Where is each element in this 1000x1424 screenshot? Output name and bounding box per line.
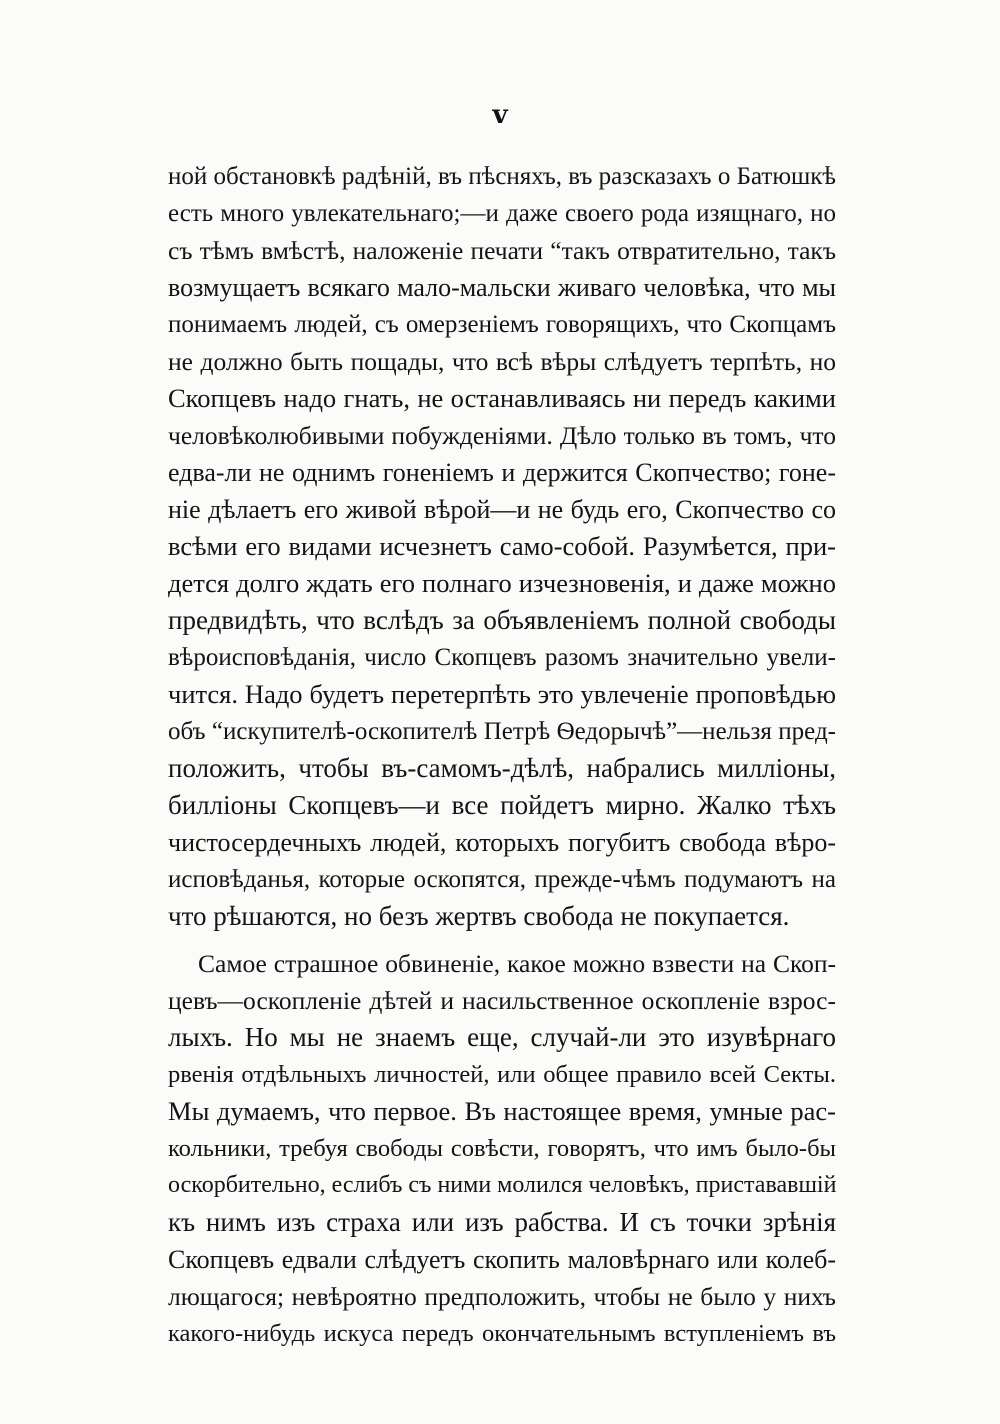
- text-line: Скопцевъ надо гнать, не останавливаясь ни передъ какими: [168, 383, 836, 413]
- text-line: лыхъ. Но мы не знаемъ еще, случай-ли это изувѣрнаго: [168, 1022, 836, 1052]
- text-line: рвенія отдѣльныхъ личностей, или общее правило всей Секты.: [168, 1061, 836, 1088]
- text-line: чится. Надо будетъ перетерпѣть это увлеченіе проповѣдью: [168, 679, 836, 709]
- text-line: ной обстановкѣ радѣній, въ пѣсняхъ, въ разсказахъ о Батюшкѣ: [168, 163, 836, 190]
- text-line: оскорбительно, еслибъ съ ними молился человѣкъ, пристававшій: [168, 1172, 836, 1198]
- paragraph-2: [168, 945, 836, 1352]
- text-line: съ тѣмъ вмѣстѣ, наложеніе печати “такъ отвратительно, такъ: [168, 236, 836, 265]
- paragraph-1: [168, 158, 836, 935]
- text-line: понимаемъ людей, съ омерзеніемъ говорящихъ, что Скопцамъ: [168, 311, 836, 338]
- text-line: едва-ли не однимъ гоненіемъ и держится Скопчество; гоне-: [168, 458, 836, 487]
- text-line: положить, чтобы въ-самомъ-дѣлѣ, набрались милліоны,: [168, 753, 836, 783]
- text-line: исповѣданья, которые оскопятся, прежде-чѣмъ подумаютъ на: [168, 866, 836, 893]
- text-line: кольники, требуя свободы совѣсти, говорятъ, что имъ было-бы: [168, 1135, 836, 1162]
- text-line: ніе дѣлаетъ его живой вѣрой—и не будь его, Скопчество со: [168, 495, 836, 524]
- text-line: къ нимъ изъ страха или изъ рабства. И съ точки зрѣнія: [168, 1207, 836, 1237]
- text-line: какого-нибудь искуса передъ окончательнымъ вступленіемъ въ: [168, 1320, 836, 1347]
- text-line: есть много увлекательнаго;—и даже своего рода изящнаго, но: [168, 200, 836, 227]
- text-line: человѣколюбивыми побужденіями. Дѣло только въ томъ, что: [168, 421, 836, 450]
- text-line: вѣроисповѣданія, число Скопцевъ разомъ значительно увели-: [168, 644, 836, 671]
- page-number: v: [492, 100, 508, 130]
- text-line: чистосердечныхъ людей, которыхъ погубитъ свобода вѣро-: [168, 828, 836, 857]
- text-line: лющагося; невѣроятно предположить, чтобы не было у нихъ: [168, 1282, 836, 1311]
- text-line: дется долго ждать его полнаго изчезновенія, и даже можно: [168, 568, 836, 598]
- text-body: [168, 158, 836, 1352]
- text-line: Самое страшное обвиненіе, какое можно взвести на Скоп-: [198, 949, 836, 978]
- text-line: объ “искупителѣ-оскопителѣ Петрѣ Ѳедорычѣ”—нельзя пред-: [168, 718, 836, 745]
- text-line: цевъ—оскопленіе дѣтей и насильственное оскопленіе взрос-: [168, 986, 836, 1015]
- text-line: возмущаетъ всякаго мало-мальски живаго человѣка, что мы: [168, 273, 836, 302]
- text-line: что рѣшаются, но безъ жертвъ свобода не покупается.: [168, 901, 790, 931]
- text-line: не должно быть пощады, что всѣ вѣры слѣдуетъ терпѣть, но: [168, 347, 836, 376]
- text-line: Мы думаемъ, что первое. Въ настоящее время, умные рас-: [168, 1096, 836, 1126]
- text-line: Скопцевъ едвали слѣдуетъ скопить маловѣрнаго или колеб-: [168, 1245, 836, 1274]
- text-line: билліоны Скопцевъ—и все пойдетъ мирно. Жалко тѣхъ: [168, 790, 836, 820]
- paragraph-gap: [168, 935, 836, 945]
- text-line: всѣми его видами исчезнетъ само-собой. Разумѣется, при-: [168, 531, 836, 561]
- text-line: предвидѣть, что вслѣдъ за объявленіемъ полной свободы: [168, 605, 836, 635]
